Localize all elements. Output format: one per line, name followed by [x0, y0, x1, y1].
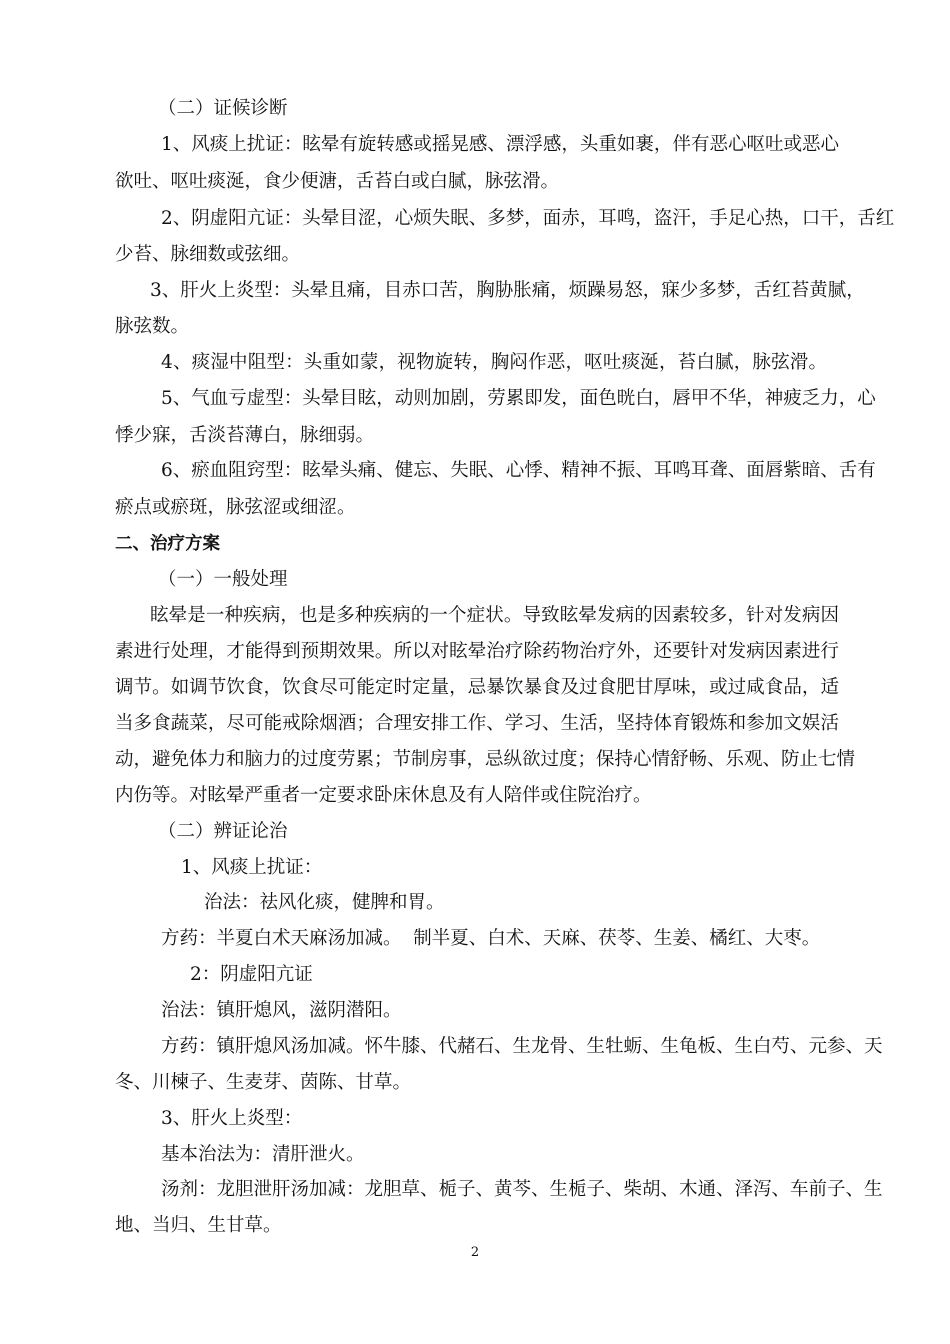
- syndrome-1-line-1: 1、风痰上扰证：眩晕有旋转感或摇晃感、漂浮感，头重如裹，伴有恶心呕吐或恶心: [161, 134, 839, 155]
- syndrome-6-line-1: 6、瘀血阻窍型：眩晕头痛、健忘、失眠、心悸、精神不振、耳鸣耳聋、面唇紫暗、舌有: [161, 460, 876, 481]
- wind-phlegm-formula: 方药：半夏白术天麻汤加减。 制半夏、白术、天麻、茯苓、生姜、橘红、大枣。: [161, 928, 821, 949]
- yin-deficiency-formula-line-2: 冬、川楝子、生麦芽、茵陈、甘草。: [115, 1072, 412, 1093]
- wind-phlegm-method: 治法：祛风化痰，健脾和胃。: [204, 892, 445, 913]
- general-treatment-heading: （一）一般处理: [158, 569, 288, 590]
- syndrome-2-line-2: 少苔、脉细数或弦细。: [115, 244, 301, 265]
- general-paragraph-line-1: 眩晕是一种疾病，也是多种疾病的一个症状。导致眩晕发病的因素较多，针对发病因: [150, 605, 839, 626]
- syndrome-4-line-1: 4、痰湿中阻型：头重如蒙，视物旋转，胸闷作恶，呕吐痰涎，苔白腻，脉弦滑。: [161, 352, 827, 373]
- page-number: 2: [470, 1245, 480, 1260]
- syndrome-3-line-2: 脉弦数。: [115, 316, 190, 337]
- general-paragraph-line-2: 素进行处理，才能得到预期效果。所以对眩晕治疗除药物治疗外，还要针对发病因素进行: [115, 641, 839, 662]
- wind-phlegm-title: 1、风痰上扰证：: [181, 857, 323, 878]
- syndrome-6-line-2: 瘀点或瘀斑，脉弦涩或细涩。: [115, 497, 356, 518]
- liver-fire-title: 3、肝火上炎型：: [161, 1108, 303, 1129]
- general-paragraph-line-4: 当多食蔬菜，尽可能戒除烟酒；合理安排工作、学习、生活，坚持体育锻炼和参加文娱活: [115, 713, 839, 734]
- liver-fire-formula-line-1: 汤剂：龙胆泄肝汤加减：龙胆草、栀子、黄芩、生栀子、柴胡、木通、泽泻、车前子、生: [161, 1179, 883, 1200]
- syndrome-diagnosis-heading: （二）证候诊断: [158, 98, 288, 119]
- liver-fire-method: 基本治法为：清肝泄火。: [161, 1144, 365, 1165]
- general-paragraph-line-3: 调节。如调节饮食，饮食尽可能定时定量，忌暴饮暴食及过食肥甘厚味，或过咸食品，适: [115, 677, 839, 698]
- syndrome-2-line-1: 2、阴虚阳亢证：头晕目涩，心烦失眠、多梦，面赤，耳鸣，盗汗，手足心热，口干，舌红: [161, 208, 895, 229]
- differentiation-heading: （二）辨证论治: [158, 821, 288, 842]
- syndrome-3-line-1: 3、肝火上炎型：头晕且痛，目赤口苦，胸胁胀痛，烦躁易怒，寐少多梦，舌红苔黄腻，: [150, 280, 865, 301]
- yin-deficiency-formula-line-1: 方药：镇肝熄风汤加减。怀牛膝、代赭石、生龙骨、生牡蛎、生龟板、生白芍、元参、天: [161, 1036, 883, 1057]
- syndrome-5-line-2: 悸少寐，舌淡苔薄白，脉细弱。: [115, 425, 375, 446]
- syndrome-1-line-2: 欲吐、呕吐痰涎，食少便溏，舌苔白或白腻，脉弦滑。: [115, 171, 560, 192]
- yin-deficiency-title: 2：阴虚阳亢证: [190, 964, 313, 985]
- general-paragraph-line-5: 动，避免体力和脑力的过度劳累；节制房事，忌纵欲过度；保持心情舒畅、乐观、防止七情: [115, 749, 856, 770]
- treatment-section-heading: 二、治疗方案: [115, 534, 220, 554]
- syndrome-5-line-1: 5、气血亏虚型：头晕目眩，动则加剧，劳累即发，面色晄白，唇甲不华，神疲乏力，心: [161, 388, 876, 409]
- general-paragraph-line-6: 内伤等。对眩晕严重者一定要求卧床休息及有人陪伴或住院治疗。: [115, 785, 652, 806]
- liver-fire-formula-line-2: 地、当归、生甘草。: [115, 1215, 282, 1236]
- yin-deficiency-method: 治法：镇肝熄风，滋阴潜阳。: [161, 1000, 402, 1021]
